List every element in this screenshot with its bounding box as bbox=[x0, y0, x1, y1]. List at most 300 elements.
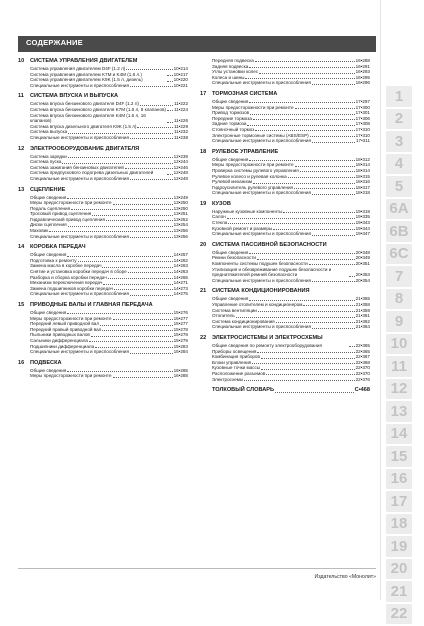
entry-title: Специальные инструменты и приспособления bbox=[30, 82, 129, 88]
page-number: 17•300 bbox=[355, 104, 370, 110]
page-number: 21•362 bbox=[355, 318, 370, 324]
entry-title: Наружные кузовные компоненты bbox=[212, 208, 283, 214]
chapter-tab[interactable]: 20 bbox=[386, 559, 412, 580]
section-heading bbox=[200, 335, 370, 342]
page-number: 13•256 bbox=[173, 228, 188, 234]
page-number: 22•365 bbox=[355, 348, 370, 354]
chapter-tab[interactable]: 12 bbox=[386, 379, 412, 400]
entry-title: Общие сведения bbox=[30, 310, 67, 315]
page-number: 14•271 bbox=[173, 280, 188, 286]
page-number: 21•361 bbox=[355, 313, 370, 319]
dot-leader bbox=[266, 374, 354, 375]
toc-entry[interactable] bbox=[212, 324, 370, 330]
dot-leader bbox=[68, 133, 173, 134]
section-heading bbox=[200, 242, 370, 249]
chapter-tab[interactable]: 18 bbox=[386, 514, 412, 535]
entry-list bbox=[18, 368, 188, 379]
dot-leader bbox=[312, 281, 355, 282]
dot-leader bbox=[253, 183, 355, 184]
dot-leader bbox=[283, 212, 354, 213]
page-number: 13•256 bbox=[173, 233, 188, 239]
entry-title: Система кондиционирования bbox=[212, 318, 275, 324]
entry-title: Маховик bbox=[30, 228, 49, 234]
dot-leader bbox=[309, 264, 355, 265]
dot-leader bbox=[78, 261, 173, 262]
page-number: 17•306 bbox=[355, 115, 370, 121]
chapter-tab[interactable]: 21 bbox=[386, 581, 412, 602]
page-number: 21•364 bbox=[355, 324, 370, 330]
page-number: 10•217 bbox=[173, 71, 188, 77]
page-number: 11•226 bbox=[173, 118, 188, 124]
dot-leader bbox=[257, 259, 355, 260]
page-number: 20•351 bbox=[355, 261, 370, 267]
page-number: 15•279 bbox=[173, 337, 188, 343]
entry-title: Специальные инструменты и приспособления bbox=[30, 349, 129, 355]
toc-section bbox=[200, 91, 370, 144]
section-title: КОРОБКА ПЕРЕДАЧ bbox=[30, 244, 86, 251]
section-heading bbox=[200, 91, 370, 98]
toc-entry[interactable] bbox=[212, 278, 370, 284]
chapter-tab[interactable]: 8 bbox=[386, 289, 412, 310]
entry-title: Углы установки колес bbox=[212, 69, 259, 75]
entry-title: Задние тормоза bbox=[212, 121, 247, 127]
page-number: 19•335 bbox=[355, 214, 370, 220]
chapter-tab[interactable]: 2 bbox=[386, 109, 412, 130]
dot-leader bbox=[261, 369, 355, 370]
page-number: 12•246 bbox=[173, 164, 188, 170]
entry-title: Подготовка к ремонту bbox=[30, 257, 77, 263]
section-title: ТОЛКОВЫЙ СЛОВАРЬ bbox=[212, 387, 274, 394]
entry-title: Специальные инструменты и приспособления bbox=[30, 233, 129, 239]
entry-title: Отопитель bbox=[212, 313, 235, 319]
dot-leader bbox=[245, 78, 354, 79]
page-number: 21•359 bbox=[355, 307, 370, 313]
page-number: 18•317 bbox=[355, 184, 370, 190]
entry-title: Приборы освещения bbox=[212, 348, 257, 354]
entry-title: Система управления двигателем K7M и K4M (1.6 л.) bbox=[30, 71, 142, 77]
entry-title: Стояночный тормоз bbox=[212, 126, 255, 132]
entry-list bbox=[18, 252, 188, 297]
entry-title: Передний левый приводной вал bbox=[30, 321, 100, 327]
page-number: 18•314 bbox=[355, 162, 370, 168]
page-number: 17•311 bbox=[355, 138, 370, 144]
toc-entry[interactable] bbox=[30, 234, 188, 240]
entry-title: Кузовной ремонт и размеры bbox=[212, 225, 273, 231]
dot-leader bbox=[113, 377, 173, 378]
section-heading bbox=[18, 302, 188, 309]
toc-entry[interactable] bbox=[30, 113, 188, 124]
entry-list bbox=[200, 58, 370, 86]
dot-leader bbox=[247, 125, 354, 126]
dot-leader bbox=[276, 322, 355, 323]
entry-title: Специальные инструменты и приспособления bbox=[30, 175, 129, 181]
dot-leader bbox=[103, 284, 172, 285]
dot-leader bbox=[130, 86, 173, 87]
dot-leader bbox=[100, 325, 173, 326]
dot-leader bbox=[49, 231, 172, 232]
toc-entry[interactable] bbox=[30, 83, 188, 89]
dot-leader bbox=[244, 380, 354, 381]
page-number: 15•277 bbox=[173, 315, 188, 321]
dot-leader bbox=[275, 387, 354, 393]
page-number: 13•250 bbox=[173, 200, 188, 206]
section-title: КУЗОВ bbox=[212, 200, 231, 207]
entry-title: Система пуска bbox=[30, 159, 62, 165]
section-title: ЭЛЕКТРООБОРУДОВАНИЕ ДВИГАТЕЛЯ bbox=[30, 145, 140, 152]
entry-title: Рулевой механизм bbox=[212, 179, 253, 185]
entry-title: Общие сведения bbox=[212, 156, 249, 162]
section-title: СИСТЕМА ПАССИВНОЙ БЕЗОПАСНОСТИ bbox=[212, 241, 327, 248]
page-number: 12•244 bbox=[173, 159, 188, 165]
dot-leader bbox=[250, 114, 355, 115]
dot-leader bbox=[130, 237, 173, 238]
chapter-tab[interactable]: 1 bbox=[386, 86, 412, 107]
entry-title: Меры предосторожности при ремонте bbox=[212, 162, 294, 168]
section-title: СИСТЕМА ВПУСКА И ВЫПУСКА bbox=[30, 93, 119, 100]
toc-section bbox=[18, 302, 188, 355]
dot-leader bbox=[130, 295, 173, 296]
toc-section bbox=[18, 360, 188, 379]
page-number: 14•275 bbox=[173, 291, 188, 297]
chapter-tab[interactable]: 13 bbox=[386, 401, 412, 422]
toc-entry[interactable] bbox=[30, 135, 188, 141]
dot-leader bbox=[167, 174, 173, 175]
entry-title: Передняя подвеска bbox=[212, 58, 254, 63]
chapter-tab[interactable]: 19 bbox=[386, 536, 412, 557]
toc-section bbox=[200, 58, 370, 86]
section-heading bbox=[18, 93, 188, 100]
entry-list bbox=[18, 154, 188, 182]
dot-leader bbox=[303, 305, 354, 306]
section-number: 20 bbox=[200, 241, 207, 248]
page-number: 14•263 bbox=[173, 269, 188, 275]
chapter-tab[interactable]: 17 bbox=[386, 491, 412, 512]
page-number: 17•301 bbox=[355, 110, 370, 116]
page-number: 22•370 bbox=[355, 370, 370, 376]
page-number: 16•285 bbox=[173, 367, 188, 373]
toc-entry[interactable] bbox=[30, 291, 188, 297]
section-number: 11 bbox=[18, 93, 24, 100]
dot-leader bbox=[106, 220, 173, 221]
toc-section bbox=[18, 244, 188, 297]
entry-title: Разборка и сборка коробки передач bbox=[30, 274, 107, 280]
entry-title: Расположение разъемов bbox=[212, 370, 266, 376]
entry-list bbox=[200, 209, 370, 237]
page-number: 16•296 bbox=[355, 80, 370, 86]
dot-leader bbox=[140, 105, 173, 106]
dot-leader bbox=[288, 177, 355, 178]
page-number: 18•318 bbox=[355, 190, 370, 196]
page-number: 13•251 bbox=[173, 211, 188, 217]
chapter-tab[interactable]: 5 bbox=[386, 176, 412, 197]
dot-leader bbox=[62, 163, 172, 164]
entry-title: Специальные инструменты и приспособления bbox=[212, 190, 311, 196]
dot-leader bbox=[261, 358, 355, 359]
section-heading[interactable] bbox=[200, 387, 370, 394]
toc-entry[interactable] bbox=[212, 377, 370, 383]
chapter-tab[interactable]: 6C bbox=[386, 244, 412, 265]
entry-title: Система вентиляции bbox=[212, 307, 257, 313]
entry-title: Пыльники приводных валов bbox=[30, 332, 90, 338]
dot-leader bbox=[255, 61, 355, 62]
section-number: 19 bbox=[200, 200, 207, 207]
section-heading bbox=[200, 149, 370, 156]
dot-leader bbox=[167, 75, 173, 76]
chapter-tabs bbox=[386, 86, 412, 626]
dot-leader bbox=[67, 256, 172, 257]
section-heading bbox=[18, 360, 188, 367]
dot-leader bbox=[252, 363, 354, 364]
entry-title: Общие сведения по ремонту электрооборудования bbox=[212, 342, 322, 348]
toc-entry[interactable] bbox=[212, 231, 370, 237]
chapter-tab[interactable]: 4 bbox=[386, 154, 412, 175]
chapter-tab[interactable]: 14 bbox=[386, 424, 412, 445]
section-number: 10 bbox=[18, 58, 25, 64]
entry-title: Система впуска бензинового двигателя D4F (1.2 л) bbox=[30, 101, 139, 107]
entry-title: Ремни безопасности bbox=[212, 255, 256, 261]
page-number: 11•238 bbox=[173, 134, 188, 140]
entry-title: Задняя подвеска bbox=[212, 63, 249, 69]
page-number: 15•277 bbox=[173, 321, 188, 327]
page-number: 20•353 bbox=[355, 272, 370, 278]
section-number: 12 bbox=[18, 145, 25, 152]
toc-entry[interactable] bbox=[30, 373, 188, 379]
chapter-tab[interactable]: 15 bbox=[386, 446, 412, 467]
toc-entry[interactable] bbox=[212, 267, 370, 278]
dot-leader bbox=[310, 136, 355, 137]
entry-title: Система зарядки bbox=[30, 153, 67, 159]
page-number: 14•273 bbox=[173, 285, 188, 291]
entry-title: Салон bbox=[212, 214, 226, 220]
chapter-tab[interactable]: 6B bbox=[386, 221, 412, 242]
page-number: 10•221 bbox=[173, 82, 188, 88]
entry-title: Диски сцепления bbox=[30, 222, 67, 228]
dot-leader bbox=[249, 67, 354, 68]
entry-title: Гидроусилитель рулевого управления bbox=[212, 184, 294, 190]
entry-title: Система выпуска bbox=[30, 129, 68, 135]
dot-leader bbox=[312, 328, 355, 329]
page-number: 10•214 bbox=[173, 66, 188, 71]
page-number: 17•308 bbox=[355, 121, 370, 127]
page-number: 11•229 bbox=[173, 123, 188, 129]
entry-title: Передний правый приводной вал bbox=[30, 326, 102, 332]
dot-leader bbox=[92, 215, 172, 216]
entry-title: Кузовные точки массы bbox=[212, 365, 261, 371]
entry-list bbox=[200, 157, 370, 196]
entry-title: Проверка системы рулевого управления bbox=[212, 167, 299, 173]
dot-leader bbox=[312, 142, 355, 143]
dot-leader bbox=[130, 353, 173, 354]
entry-title: Тросовый привод сцепления bbox=[30, 211, 92, 217]
chapter-tab[interactable]: 7 bbox=[386, 266, 412, 287]
entry-title: Снятие и установка коробки передач в сборе bbox=[30, 269, 127, 275]
entry-title: Специальные инструменты и приспособления bbox=[212, 138, 311, 144]
page-number: 17•310 bbox=[355, 132, 370, 138]
toc-section bbox=[200, 387, 370, 394]
dot-leader bbox=[167, 110, 173, 111]
section-title: ЭЛЕКТРОСИСТЕМЫ И ЭЛЕКТРОСХЕМЫ bbox=[212, 334, 323, 341]
section-number: 13 bbox=[18, 186, 25, 193]
entry-title: Общие сведения bbox=[30, 194, 67, 200]
dot-leader bbox=[67, 371, 172, 372]
chapter-tab[interactable]: 10 bbox=[386, 334, 412, 355]
page-number: 11•222 bbox=[173, 101, 188, 107]
page-number: 14•263 bbox=[173, 263, 188, 269]
page-number: 16•288 bbox=[355, 58, 370, 63]
entry-title: Общие сведения bbox=[30, 367, 67, 373]
toc-section bbox=[18, 187, 188, 240]
dot-leader bbox=[258, 311, 355, 312]
dot-leader bbox=[67, 313, 172, 314]
dot-leader bbox=[249, 102, 354, 103]
toc-section bbox=[18, 58, 188, 88]
toc-entry[interactable] bbox=[212, 190, 370, 196]
chapter-tab[interactable]: 22 bbox=[386, 604, 412, 625]
dot-leader bbox=[89, 341, 173, 342]
toc-entry[interactable] bbox=[30, 176, 188, 182]
toc-entry[interactable] bbox=[30, 349, 188, 355]
page-number: 17•297 bbox=[355, 98, 370, 104]
page-number: 15•278 bbox=[173, 326, 188, 332]
page-number: 20•348 bbox=[355, 249, 370, 255]
entry-title: Специальные инструменты и приспособления bbox=[30, 291, 129, 297]
page-number: 12•248 bbox=[173, 175, 188, 181]
page-number: 14•265 bbox=[173, 274, 188, 280]
page-number: 18•316 bbox=[355, 179, 370, 185]
toc-section bbox=[200, 335, 370, 382]
entry-title: Стекла bbox=[212, 220, 228, 226]
page-number: 15•278 bbox=[173, 332, 188, 338]
dot-leader bbox=[312, 194, 355, 195]
entry-title: Электронные тормозные системы (ABS/ESP) bbox=[212, 132, 309, 138]
dot-leader bbox=[312, 235, 355, 236]
entry-title: Рулевое колесо и рулевая колонка bbox=[212, 173, 287, 179]
chapter-tab[interactable]: 3 bbox=[386, 131, 412, 152]
page-number: 16•295 bbox=[355, 74, 370, 80]
dot-leader bbox=[102, 330, 172, 331]
page-number: 22•367 bbox=[355, 354, 370, 360]
page-number: 16•288 bbox=[173, 373, 188, 379]
entry-title: Система зажигания бензиновых двигателей bbox=[30, 164, 124, 170]
chapter-tab[interactable]: 16 bbox=[386, 469, 412, 490]
entry-title: Специальные инструменты и приспособления bbox=[30, 134, 129, 140]
dot-leader bbox=[349, 346, 355, 347]
dot-leader bbox=[167, 81, 173, 82]
entry-title: Система впуска бензинового двигателя K7M (1.6 л, 8 клапанов) bbox=[30, 106, 166, 112]
section-heading bbox=[18, 146, 188, 153]
dot-leader bbox=[249, 300, 354, 301]
chapter-tab[interactable]: 9 bbox=[386, 311, 412, 332]
page-number: 15•276 bbox=[173, 310, 188, 315]
dot-leader bbox=[294, 188, 355, 189]
toc-entry[interactable] bbox=[212, 80, 370, 86]
section-title: СЦЕПЛЕНИЕ bbox=[30, 186, 66, 193]
page-number: 22•368 bbox=[355, 359, 370, 365]
dot-leader bbox=[167, 122, 173, 123]
entry-title: Система впуска бензинового двигателя K4M (1.6 л, 16 клапанов) bbox=[30, 112, 146, 124]
page-number: 19•319 bbox=[355, 208, 370, 214]
entry-title: Электросхемы bbox=[212, 376, 244, 382]
entry-title: Утилизация и обезвреживание подушек безопасности и преднатяжителей ремней безопасности bbox=[212, 266, 332, 278]
page-number: 19•343 bbox=[355, 220, 370, 226]
dot-leader bbox=[257, 352, 354, 353]
dot-leader bbox=[91, 336, 173, 337]
toc-section bbox=[200, 288, 370, 330]
entry-title: Подшипники дифференциала bbox=[30, 343, 95, 349]
footer-divider bbox=[18, 568, 376, 569]
page-number: 19•347 bbox=[355, 231, 370, 237]
entry-title: Система управления двигателем K9K (1.5 л, дизель) bbox=[30, 77, 143, 83]
dot-leader bbox=[130, 179, 173, 180]
entry-title: Специальные инструменты и приспособления bbox=[212, 324, 311, 330]
page-edge bbox=[380, 0, 381, 600]
dot-leader bbox=[67, 198, 172, 199]
page-number: 12•248 bbox=[173, 170, 188, 176]
page-number: 13•254 bbox=[173, 222, 188, 228]
entry-list bbox=[18, 66, 188, 88]
entry-title: Комбинация приборов bbox=[212, 354, 260, 360]
chapter-tab[interactable]: 6A bbox=[386, 199, 412, 220]
page-number: 21•355 bbox=[355, 296, 370, 302]
page-number: 14•262 bbox=[173, 257, 188, 263]
section-number: 21 bbox=[200, 288, 207, 295]
section-heading bbox=[18, 187, 188, 194]
page-number: 22•365 bbox=[355, 342, 370, 348]
entry-list bbox=[18, 310, 188, 355]
dot-leader bbox=[113, 319, 173, 320]
dot-leader bbox=[126, 69, 172, 70]
entry-title: Общие сведения bbox=[212, 98, 249, 104]
dot-leader bbox=[349, 276, 355, 277]
toc-section bbox=[200, 149, 370, 196]
section-number: 15 bbox=[18, 302, 25, 308]
section-number: 18 bbox=[200, 148, 207, 155]
page-number: 13•250 bbox=[173, 205, 188, 211]
entry-title: Общие сведения bbox=[212, 249, 249, 255]
dot-leader bbox=[102, 267, 172, 268]
section-number bbox=[200, 387, 212, 394]
page-number: 22•370 bbox=[355, 365, 370, 371]
page-number: 14•257 bbox=[173, 252, 188, 258]
dot-leader bbox=[71, 209, 173, 210]
entry-title: Привод тормозов bbox=[212, 110, 250, 116]
entry-title: Меры предосторожности при ремонте bbox=[212, 104, 294, 110]
page-number: 20•349 bbox=[355, 255, 370, 261]
entry-list bbox=[200, 250, 370, 284]
toc-entry[interactable] bbox=[212, 138, 370, 144]
page-number: 13•252 bbox=[173, 216, 188, 222]
chapter-tab[interactable]: 11 bbox=[386, 356, 412, 377]
section-title: ПРИВОДНЫЕ ВАЛЫ И ГЛАВНАЯ ПЕРЕДАЧА bbox=[30, 302, 153, 308]
entry-list bbox=[200, 296, 370, 330]
section-number: 17 bbox=[200, 90, 207, 97]
page-number: С•468 bbox=[354, 387, 370, 394]
entry-title: Замена масла в коробке передач bbox=[30, 263, 102, 269]
entry-title: Меры предосторожности при ремонте bbox=[30, 315, 112, 321]
dot-leader bbox=[113, 204, 173, 205]
dot-leader bbox=[255, 130, 354, 131]
dot-leader bbox=[295, 108, 355, 109]
entry-title: Система впуска дизельного двигателя K9K (1.5 л) bbox=[30, 123, 137, 129]
page-number: 13•249 bbox=[173, 194, 188, 200]
entry-list bbox=[18, 195, 188, 240]
toc-section bbox=[18, 93, 188, 140]
dot-leader bbox=[273, 229, 354, 230]
section-heading bbox=[200, 288, 370, 295]
page-number: 10•220 bbox=[173, 77, 188, 83]
entry-title: Компоненты системы подушек безопасности bbox=[212, 261, 308, 267]
page-number: 22•376 bbox=[355, 376, 370, 382]
